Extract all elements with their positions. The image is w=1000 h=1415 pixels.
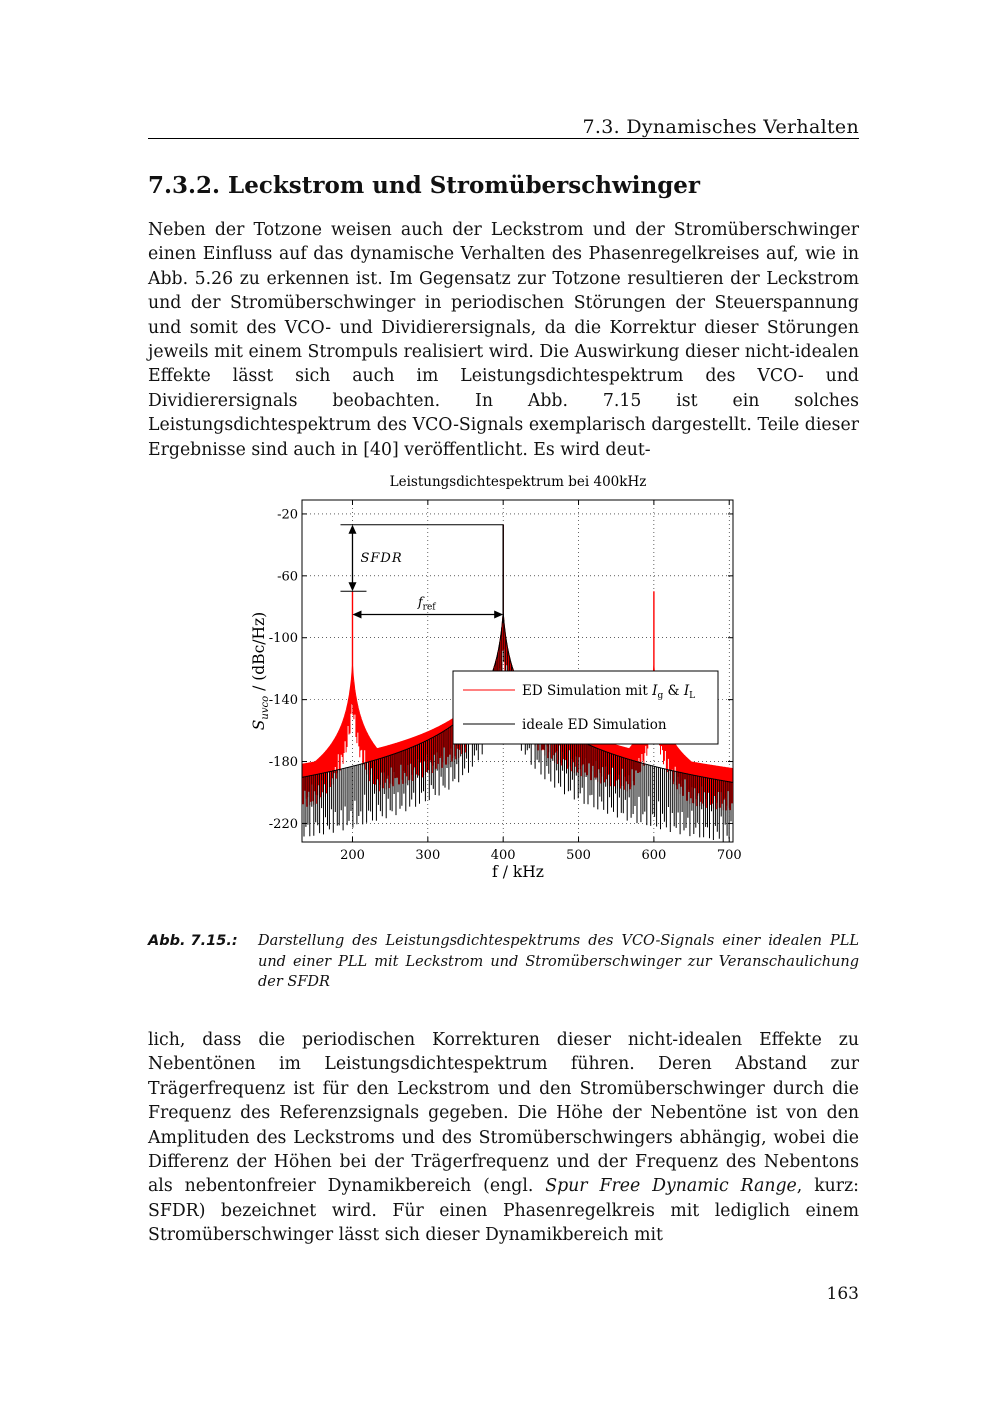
running-head-text: 7.3. Dynamisches Verhalten <box>582 116 859 138</box>
x-tick-label: 500 <box>566 848 591 863</box>
legend-red-sub1: g <box>657 691 664 701</box>
y-axis-label-symbol: S <box>250 719 268 731</box>
chart-legend <box>453 671 718 744</box>
paragraph-sfdr <box>148 1028 859 1248</box>
sfdr-label: SFDR <box>360 551 403 567</box>
fref-arrowhead-right <box>494 611 503 619</box>
y-tick-label: -140 <box>268 693 298 709</box>
y-tick-label: -220 <box>268 816 298 832</box>
x-tick-label: 600 <box>641 848 667 863</box>
section-title: 7.3.2. Leckstrom und Stromüberschwinger <box>148 172 701 199</box>
chart-title: Leistungsdichtespektrum bei 400kHz <box>389 474 647 490</box>
legend-red-mid: & <box>663 683 684 699</box>
fref-label-sub: ref <box>422 602 436 613</box>
fref-label-symbol: f <box>417 595 423 611</box>
chart-annotations <box>340 525 503 619</box>
caption-text: Darstellung des Leistungsdichtespektrums des VCO-Signals einer idealen PLL und einer PLL mit Leckstrom und Stromüberschwinger zur Veranschaulichung der SFDR <box>258 933 859 990</box>
sfdr-arrowhead-up <box>348 525 356 534</box>
page-number: 163 <box>826 1284 859 1304</box>
fref-label <box>417 596 436 613</box>
legend-red-sub2: L <box>689 691 696 701</box>
x-tick-label: 300 <box>415 848 441 863</box>
y-axis-label-sub: uvco <box>260 695 271 720</box>
figure-psd-chart <box>200 465 800 895</box>
y-tick-label: -60 <box>277 569 298 585</box>
legend-label-red <box>522 683 695 701</box>
legend-red-sym2: I <box>683 683 690 699</box>
sfdr-arrowhead-down <box>348 582 356 591</box>
running-head <box>148 116 859 138</box>
x-tick-label: 400 <box>490 848 516 863</box>
paragraph-sfdr-part1: lich, dass die periodischen Korrekturen dieser nicht-idealen Effekte zu Nebentönen im Leistungsdichtespektrum führen. Deren Abstand zur Trägerfrequenz ist für den Leckstrom und den Stromüberschwinger durch die Frequenz des Referenzsignals gegeben. Die Höhe der Nebentöne ist von den Amplituden des Leckstroms und des Stromüberschwingers abhängig, wobei die Differenz der Höhen bei der Trägerfrequenz und der Frequenz des Nebentons als nebentonfreier Dynamikbereich (engl. <box>148 1030 859 1197</box>
y-axis-label-unit: / (dBc/Hz) <box>250 611 268 696</box>
caption-label: Abb. 7.15.: <box>148 933 238 949</box>
y-tick-label: -180 <box>268 755 298 771</box>
y-tick-label: -20 <box>277 507 298 523</box>
x-tick-label: 700 <box>716 848 742 863</box>
y-axis-label <box>250 612 271 730</box>
legend-red-sym1: I <box>652 683 658 699</box>
psd-chart <box>200 465 800 895</box>
x-axis-label <box>492 863 544 881</box>
x-tick-label: 200 <box>340 848 365 863</box>
legend-red-text: ED Simulation mit <box>522 683 653 699</box>
legend-box <box>453 671 718 744</box>
paragraph-sfdr-part2: , kurz: SFDR) bezeichnet wird. Für einen Phasenregelkreis mit lediglich einem Stromüberschwinger lässt sich dieser Dynamikbereich mit <box>148 1176 859 1246</box>
legend-label-black: ideale ED Simulation <box>522 717 667 733</box>
paragraph-sfdr-italic: Spur Free Dynamic Range <box>545 1176 797 1197</box>
x-axis-label-text: f / kHz <box>492 863 544 881</box>
fref-arrowhead-left <box>352 611 361 619</box>
paragraph-intro: Neben der Totzone weisen auch der Leckstrom und der Stromüberschwinger einen Einfluss auf das dynamische Verhalten des Phasenregelkreises auf, wie in Abb. 5.26 zu erkennen ist. Im Gegensatz zur Totzone resultieren der Leckstrom und der Stromüberschwinger in periodischen Störungen der Steuerspannung und somit des VCO- und Dividierersignals, da die Korrektur dieser Störungen jeweils mit einem Strompuls realisiert wird. Die Auswirkung dieser nicht-idealen Effekte lässt sich auch im Leistungsdichtespektrum des VCO- und Dividierersignals beobachten. In Abb. 7.15 ist ein solches Leistungsdichtespektrum des VCO-Signals exemplarisch dargestellt. Teile dieser Ergebnisse sind auch in [40] veröffentlicht. Es wird deut- <box>148 220 859 460</box>
y-tick-label: -100 <box>268 631 298 647</box>
header-rule <box>148 138 859 139</box>
